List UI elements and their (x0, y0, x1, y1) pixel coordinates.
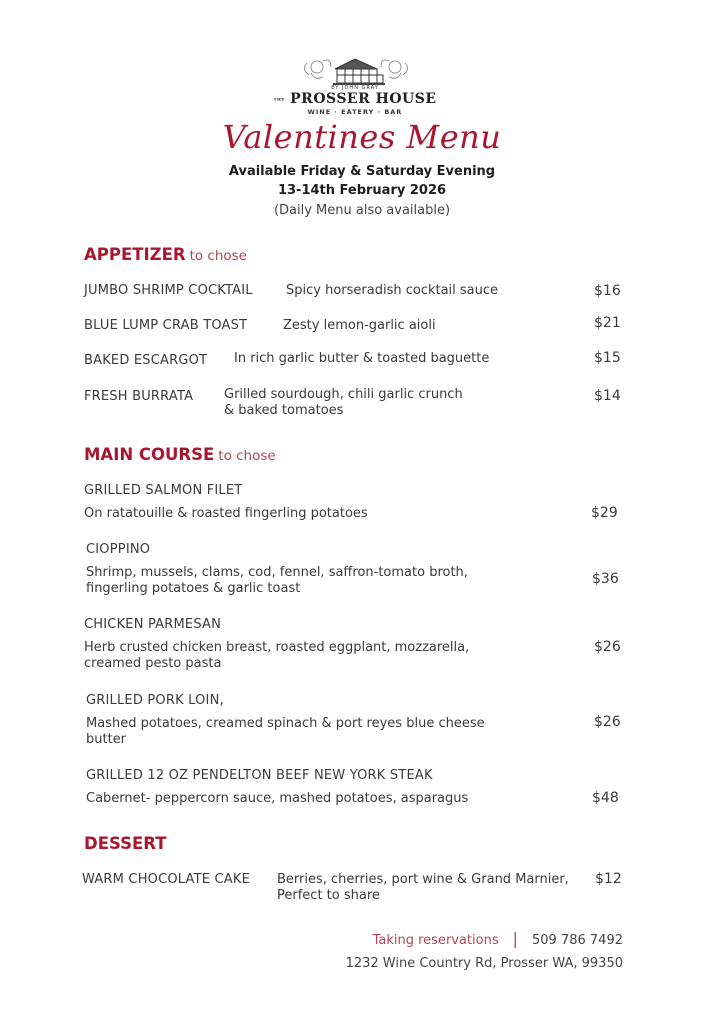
appetizer-item-name: BLUE LUMP CRAB TOAST (84, 318, 248, 333)
logo-name-text: PROSSER HOUSE (290, 91, 437, 107)
phone-number[interactable]: 509 786 7492 (532, 933, 623, 948)
address-text: 1232 Wine Country Rd, Prosser WA, 99350 (345, 956, 623, 971)
footer-separator: | (512, 929, 519, 948)
main-item-desc-line2: creamed pesto pasta (84, 656, 222, 671)
page-title: Valentines Menu (222, 118, 502, 156)
logo-tagline-top: BY JOHN GRAY (331, 85, 379, 91)
dessert-heading: DESSERT (84, 834, 167, 853)
main-course-title: MAIN COURSE (84, 445, 215, 464)
main-item-desc: Mashed potatoes, creamed spinach & port reyes blue cheese (86, 716, 485, 731)
appetizer-item-price: $16 (594, 283, 621, 299)
dessert-item-desc: Berries, cherries, port wine & Grand Marnier, (277, 872, 569, 887)
main-item-price: $48 (592, 790, 619, 806)
main-item-name: GRILLED PORK LOIN, (86, 693, 224, 708)
appetizer-heading (84, 245, 247, 264)
dates-text: 13-14th February 2026 (277, 183, 447, 198)
main-item-desc-line2: fingerling potatoes & garlic toast (86, 581, 301, 596)
reservations-label: Taking reservations (372, 933, 499, 948)
logo-name (255, 91, 455, 107)
main-item-desc-line2: butter (86, 732, 127, 747)
main-item-price: $26 (594, 639, 621, 655)
dessert-item-price: $12 (595, 871, 622, 887)
logo-tagline-bottom: WINE · EATERY · BAR (307, 108, 403, 116)
main-item-name: CIOPPINO (86, 542, 151, 557)
appetizer-title: APPETIZER (84, 245, 186, 264)
logo-name-prefix: THE (273, 96, 285, 102)
main-item-name: GRILLED 12 OZ PENDELTON BEEF NEW YORK STEAK (86, 768, 433, 783)
main-item-desc: On ratatouille & roasted fingerling potatoes (84, 506, 368, 521)
appetizer-item-desc: Grilled sourdough, chili garlic crunch (224, 387, 463, 402)
appetizer-item-price: $21 (594, 315, 621, 331)
main-item-desc: Cabernet- peppercorn sauce, mashed potatoes, asparagus (86, 791, 469, 806)
main-item-name: GRILLED SALMON FILET (84, 483, 243, 498)
reservations-line (373, 929, 623, 948)
dessert-item-desc-line2: Perfect to share (277, 888, 380, 903)
appetizer-item-price: $14 (594, 388, 621, 404)
prosser-house-logo (255, 55, 455, 117)
appetizer-item-name: FRESH BURRATA (84, 389, 194, 404)
appetizer-item-name: BAKED ESCARGOT (84, 353, 208, 368)
main-item-price: $26 (594, 714, 621, 730)
appetizer-item-price: $15 (594, 350, 621, 366)
appetizer-subtitle: to chose (189, 248, 247, 264)
daily-menu-note: (Daily Menu also available) (273, 203, 451, 218)
appetizer-item-name: JUMBO SHRIMP COCKTAIL (84, 283, 253, 298)
main-item-desc: Herb crusted chicken breast, roasted eggplant, mozzarella, (84, 640, 470, 655)
appetizer-item-desc-line2: & baked tomatoes (224, 403, 344, 418)
main-item-desc: Shrimp, mussels, clams, cod, fennel, saffron-tomato broth, (86, 565, 468, 580)
main-course-subtitle: to chose (218, 448, 276, 464)
appetizer-item-desc: In rich garlic butter & toasted baguette (234, 351, 490, 366)
dessert-item-name: WARM CHOCOLATE CAKE (82, 872, 251, 887)
main-item-name: CHICKEN PARMESAN (84, 617, 222, 632)
appetizer-item-desc: Zesty lemon-garlic aioli (283, 318, 436, 333)
main-item-price: $29 (591, 505, 618, 521)
availability-text: Available Friday & Saturday Evening (228, 164, 496, 179)
main-item-price: $36 (592, 571, 619, 587)
appetizer-item-desc: Spicy horseradish cocktail sauce (286, 283, 499, 298)
main-course-heading (84, 445, 276, 464)
